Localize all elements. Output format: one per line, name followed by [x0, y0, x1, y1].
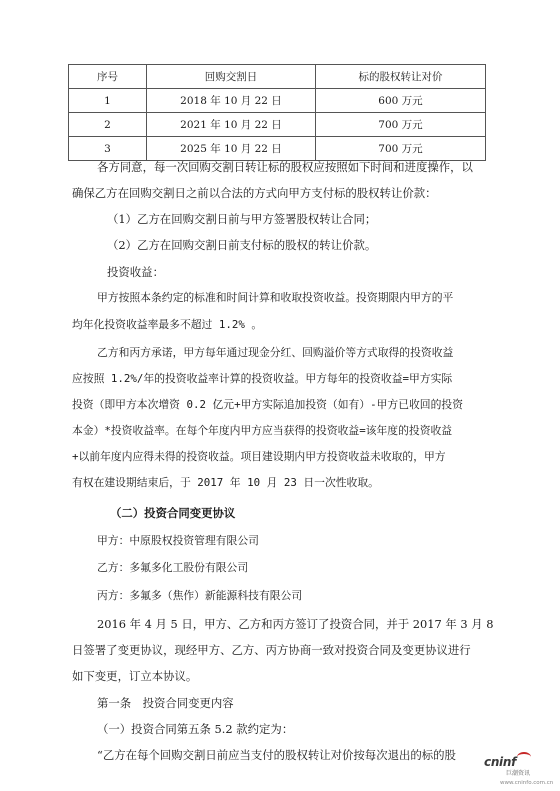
cell-price: 600 万元: [316, 89, 486, 113]
paragraph-line: 日签署了变更协议，现经甲方、乙方、丙方协商一致对投资合同及变更协议进行: [72, 643, 471, 657]
paragraph-line: 确保乙方在回购交割日之前以合法的方式向甲方支付标的股权转让价款：: [72, 186, 437, 200]
logo-arc-icon: [517, 752, 531, 762]
cell-date: 2025 年 10 月 22 日: [147, 137, 316, 161]
paragraph-line: 应按照 1.2%/年的投资收益率计算的投资收益。甲方每年的投资收益=甲方实际: [72, 372, 453, 385]
logo-brand: cninf: [484, 755, 517, 769]
paragraph-line: 本金）*投资收益率。在每个年度内甲方应当获得的投资收益=该年度的投资收益: [72, 424, 453, 437]
cell-price: 700 万元: [316, 137, 486, 161]
repurchase-schedule-table: [68, 64, 486, 161]
table-row: [69, 137, 486, 161]
logo-url: www.cninfo.com.cn: [500, 780, 554, 786]
table-row: [69, 89, 486, 113]
section-heading: （二）投资合同变更协议: [110, 506, 236, 520]
cell-date: 2018 年 10 月 22 日: [147, 89, 316, 113]
clause-item: （一）投资合同第五条 5.2 款约定为：: [97, 722, 294, 736]
clause-item: （1）乙方在回购交割日前与甲方签署股权转让合同；: [107, 212, 377, 226]
paragraph-line: +以前年度内应得未得的投资收益。项目建设期内甲方投资收益未收取的，甲方: [72, 450, 446, 463]
party-c: 丙方：多氟多（焦作）新能源科技有限公司: [97, 589, 303, 602]
paragraph-line: 甲方按照本条约定的标准和时间计算和收取投资收益。投资期限内甲方的平: [97, 291, 454, 304]
table-row: [69, 113, 486, 137]
logo-sub: 巨潮资讯: [506, 770, 531, 777]
header-date: 回购交割日: [147, 65, 316, 89]
party-b: 乙方：多氟多化工股份有限公司: [97, 561, 249, 574]
header-price: 标的股权转让对价: [316, 65, 486, 89]
paragraph-line: 投资（即甲方本次增资 0.2 亿元+甲方实际追加投资（如有）-甲方已收回的投资: [72, 398, 463, 411]
paragraph-line: 有权在建设期结束后，于 2017 年 10 月 23 日一次性收取。: [72, 476, 379, 489]
table-header-row: [69, 65, 486, 89]
cell-price: 700 万元: [316, 113, 486, 137]
section-label: 投资收益：: [107, 265, 164, 279]
header-seq: 序号: [69, 65, 147, 89]
paragraph-line: 各方同意，每一次回购交割日转让标的股权应按照如下时间和进度操作，以: [97, 160, 473, 174]
paragraph-line: 如下变更，订立本协议。: [72, 669, 198, 683]
paragraph-line: 乙方和丙方承诺，甲方每年通过现金分红、回购溢价等方式取得的投资收益: [97, 346, 454, 359]
article-heading: 第一条 投资合同变更内容: [97, 696, 234, 710]
cell-seq: 1: [69, 89, 147, 113]
cell-seq: 3: [69, 137, 147, 161]
cninfo-logo: [484, 755, 536, 779]
paragraph-line: “乙方在每个回购交割日前应当支付的股权转让对价按每次退出的标的股: [97, 748, 456, 762]
paragraph-line: 均年化投资收益率最多不超过 1.2% 。: [72, 318, 263, 331]
party-a: 甲方：中原股权投资管理有限公司: [97, 534, 259, 547]
paragraph-line: 2016 年 4 月 5 日，甲方、乙方和丙方签订了投资合同，并于 2017 年 3 月 8: [97, 617, 494, 631]
cell-date: 2021 年 10 月 22 日: [147, 113, 316, 137]
clause-item: （2）乙方在回购交割日前支付标的股权的转让价款。: [107, 238, 377, 252]
cell-seq: 2: [69, 113, 147, 137]
